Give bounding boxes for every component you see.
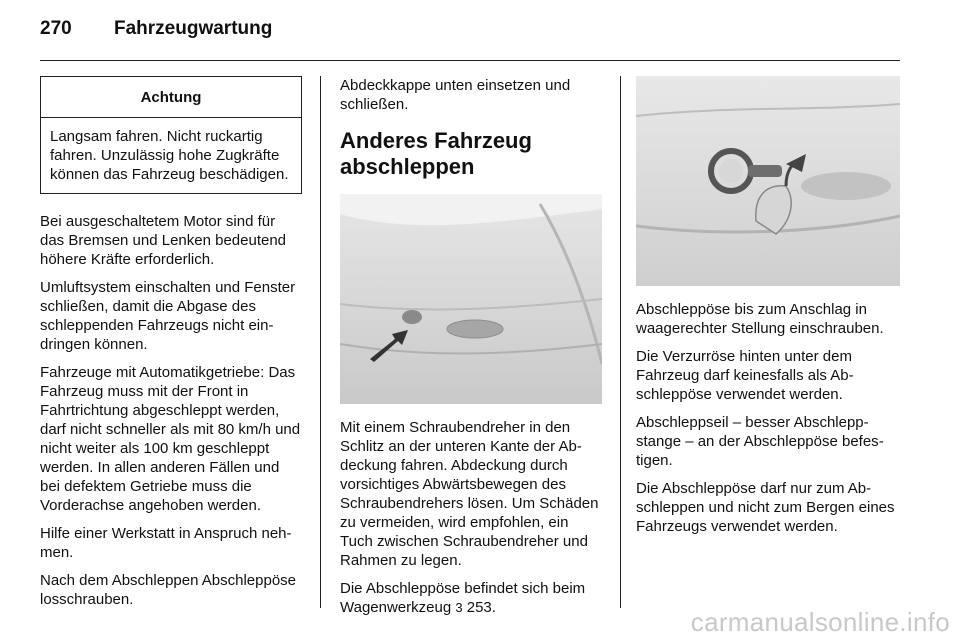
- page-number: 270: [40, 18, 72, 39]
- column-2: [340, 76, 602, 626]
- caution-text: Langsam fahren. Nicht ruckartig fahren. Unzulässig hohe Zugkräfte können das Fahrzeug beschädigen.: [50, 128, 289, 183]
- header-rule: [40, 60, 900, 61]
- rear-bumper-illustration: [340, 194, 602, 404]
- section-heading: Anderes Fahrzeug abschleppen: [340, 128, 532, 179]
- towing-eye-illustration: [636, 76, 900, 286]
- paragraph-tool-location: [340, 579, 602, 617]
- page-reference-arrow-icon: 3: [455, 600, 463, 615]
- paragraph-tow-only: Die Abschleppöse darf nur zum Abschleppen und nicht zum Bergen eines Fahrzeugs verwendet werden.: [636, 480, 895, 535]
- paragraph-unscrew-eye: Nach dem Abschleppen Abschleppöse losschrauben.: [40, 572, 297, 608]
- column-divider-2: [620, 76, 621, 608]
- chapter-title: Fahrzeugwartung: [114, 18, 273, 39]
- paragraph-screw-eye: Abschleppöse bis zum Anschlag in waagerechter Stellung einschrauben.: [636, 301, 884, 337]
- page-reference[interactable]: 253.: [466, 599, 496, 616]
- paragraph-workshop: Hilfe einer Werkstatt in Anspruch nehmen.: [40, 525, 292, 561]
- paragraph-lashing-eye: Die Verzurröse hinten unter dem Fahrzeug darf keinesfalls als Abschleppöse verwendet werden.: [636, 348, 854, 403]
- caution-title: Achtung: [41, 77, 301, 118]
- tool-location-text: Die Abschleppöse befindet sich beim Wagenwerkzeug: [340, 580, 586, 616]
- caution-box: [40, 76, 302, 194]
- column-divider-1: [320, 76, 321, 608]
- paragraph-engine-off: Bei ausgeschaltetem Motor sind für das Bremsen und Lenken bedeutend höhere Kräfte erforderlich.: [40, 213, 287, 268]
- watermark: carmanualsonline.info: [690, 607, 950, 637]
- paragraph-tow-rope: Abschleppseil – besser Abschleppstange – an der Abschleppöse befestigen.: [636, 414, 884, 469]
- column-1: [40, 76, 302, 618]
- paragraph-insert-cap: Abdeckkappe unten einsetzen und schließen.: [340, 77, 571, 113]
- paragraph-automatic: Fahrzeuge mit Automatikgetriebe: Das Fahrzeug muss mit der Front in Fahrtrichtung abgeschleppt werden, darf nicht schneller als mit 80 km/h und nicht weiter als 100 km geschleppt werden. In allen anderen Fällen und bei defektem Getriebe muss die Vorderachse angehoben werden.: [40, 364, 301, 514]
- column-3: [636, 76, 900, 545]
- paragraph-screwdriver: Mit einem Schraubendreher in den Schlitz an der unteren Kante der Abdeckung fahren. Abdeckung durch vorsichtiges Abwärtsbewegen des Schraubendrehers lösen. Um Schäden zu vermeiden, wird empfohlen, ein Tuch zwischen Schraubendreher und Rahmen zu legen.: [340, 419, 599, 569]
- paragraph-recirculation: Umluftsystem einschalten und Fenster schließen, damit die Abgase des schleppenden Fahrzeugs nicht eindringen können.: [40, 279, 296, 353]
